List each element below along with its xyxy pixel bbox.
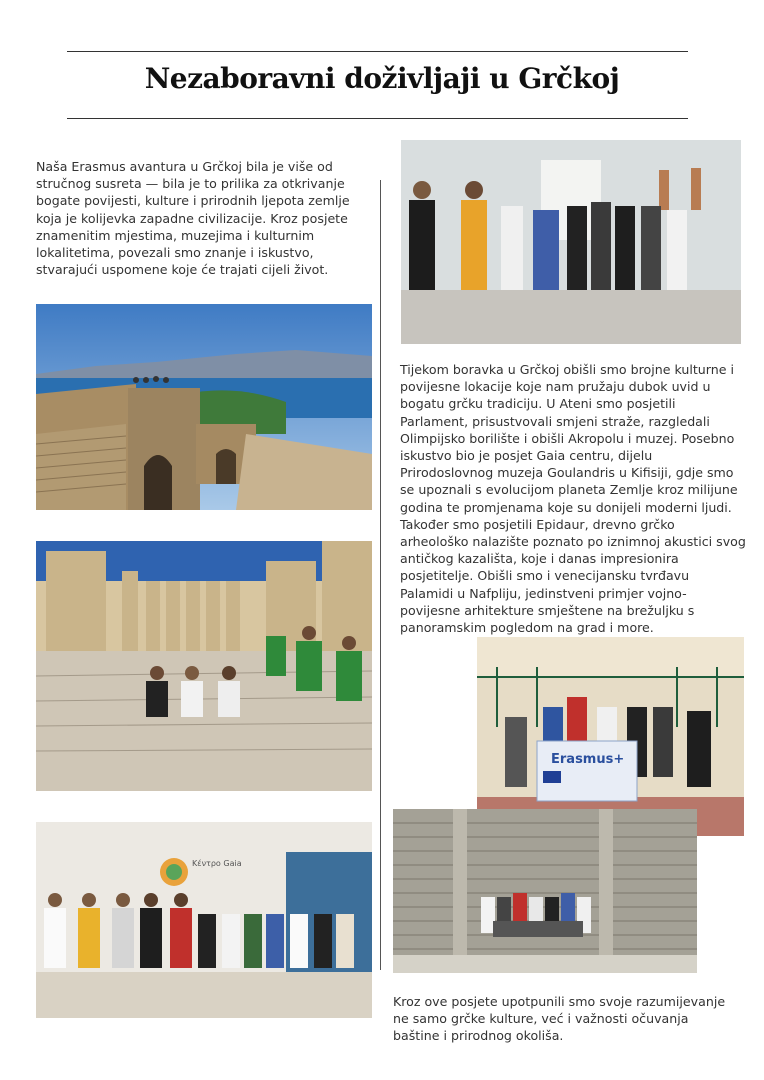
page-title: Nezaboravni doživljaji u Grčkoj (144, 62, 620, 95)
photo-gaia-centre-group (36, 822, 372, 1018)
photo-acropolis-group (36, 541, 372, 791)
closing-text: Kroz ove posjete upotpunili smo svoje razumijevanje ne samo grčke kulture, već i važnosti očuvanja baštine i prirodnog okoliša. (393, 994, 726, 1044)
photo-palamidi-fortress (36, 304, 372, 510)
visits-paragraph-1: Tijekom boravka u Grčkoj obišli smo brojne kulturne i povijesne lokacije koje nam pružaju dubok uvid u bogatu grčku tradiciju. U Ateni smo posjetili Parlament, prisustvovali smjeni straže, razgledali Olimpijsko borilište i obišli Akropolu i muzej. Posebno iskustvo bio je posjet Gaia centru, dijelu Prirodoslovnog muzeja Goulandris u Kifisiji, gdje smo se upoznali s evolucijom planeta Zemlje kroz milijune godina te promjenama koje su donijeli moderni ljudi. (400, 362, 738, 515)
museum-sign: Κέντρο Gaia (192, 859, 242, 868)
photo-parliament-erasmus-banner (477, 637, 744, 836)
erasmus-banner-label: Erasmus+ (551, 752, 625, 767)
visits-text (400, 361, 746, 636)
visits-paragraph-2: Također smo posjetili Epidaur, drevno grčko arheološko nalazište poznato po iznimnoj akustici svog antičkog kazališta, koje i danas impresionira posjetitelje. Obišli smo i venecijansku tvrđavu Palamidi u Nafpliju, jedinstveni primjer vojno-povijesne arhitekture smještene na brežuljku s panoramskim pogledom na grad i more. (400, 516, 746, 636)
photo-museum-group (401, 140, 741, 344)
title-underline (67, 118, 688, 119)
photo-epidaurus-theatre (393, 809, 697, 973)
top-rule (67, 51, 688, 52)
intro-text: Naša Erasmus avantura u Grčkoj bila je više od stručnog susreta — bila je to prilika za otkrivanje bogate povijesti, kulture i prirodnih ljepota zemlje koja je kolijevka zapadne civilizacije. Kroz posjete znamenitim mjestima, muzejima i kulturnim lokalitetima, povezali smo znanje i iskustvo, stvarajući uspomene koje će trajati cijeli život. (36, 159, 350, 278)
column-divider (380, 180, 381, 970)
